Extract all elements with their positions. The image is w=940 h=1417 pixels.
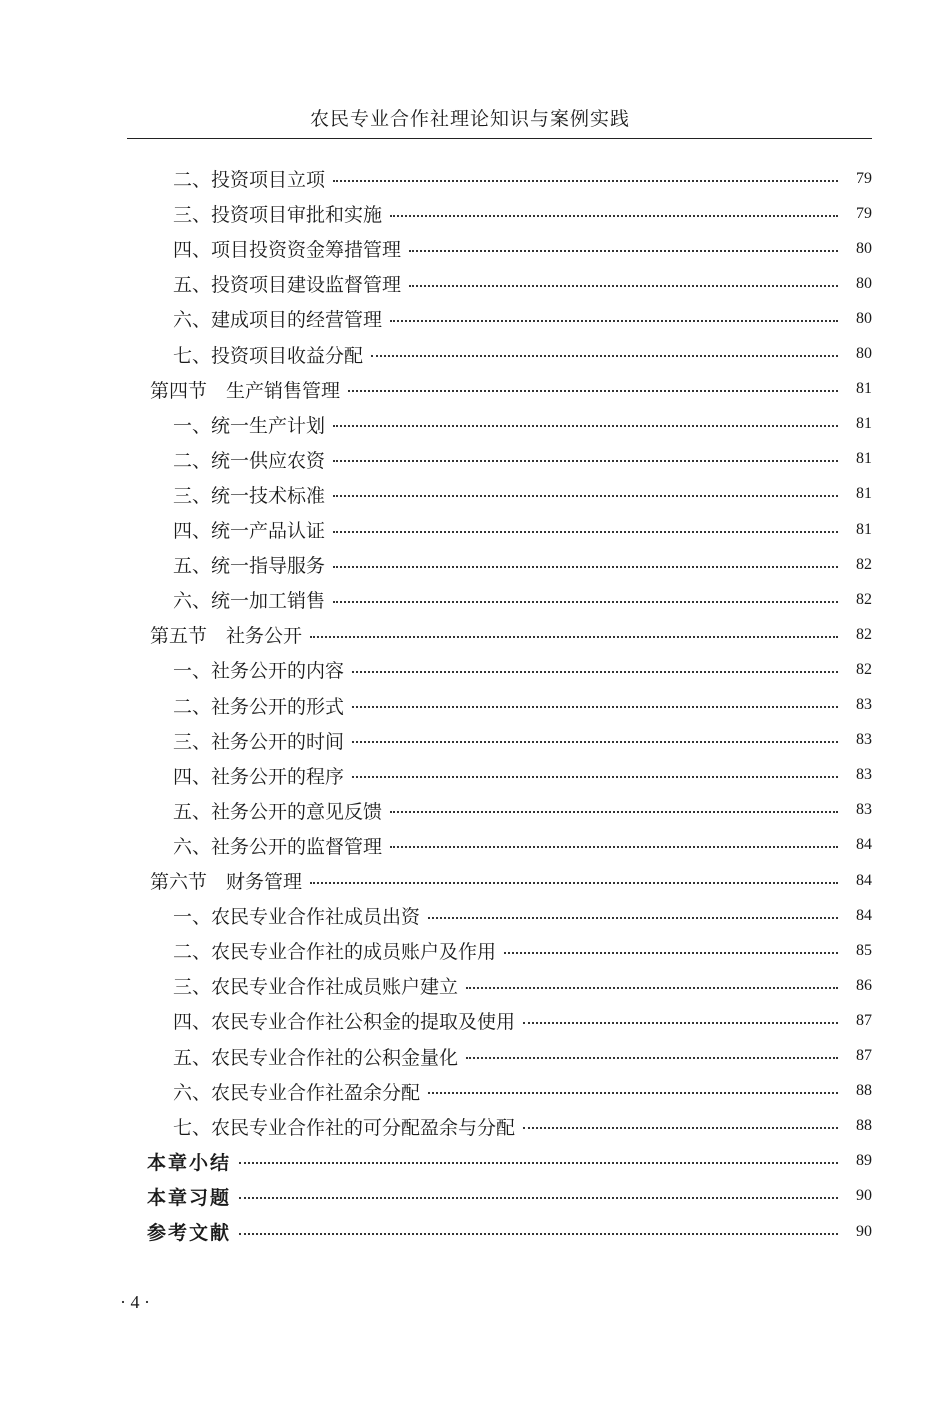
toc-entry-page: 80	[856, 309, 872, 327]
toc-dot-leader	[390, 846, 838, 848]
toc-entry-page: 82	[856, 625, 872, 643]
toc-entry	[173, 1074, 872, 1109]
toc-entry	[147, 1214, 872, 1249]
toc-dot-leader	[352, 671, 838, 673]
page-number: · 4 ·	[120, 1292, 150, 1312]
toc-entry	[173, 442, 872, 477]
toc-dot-leader	[352, 776, 838, 778]
toc-entry-page: 79	[856, 169, 872, 187]
toc-entry-label: 一、统一生产计划	[173, 414, 326, 437]
toc-entry-page: 84	[856, 836, 872, 854]
toc-dot-leader	[371, 355, 838, 357]
toc-entry-page: 87	[856, 1047, 872, 1064]
toc-entry-page: 83	[856, 696, 872, 713]
toc-entry	[173, 266, 872, 301]
toc-entry-page: 90	[856, 1187, 872, 1205]
toc-dot-leader	[239, 1162, 838, 1164]
toc-entry-label: 四、项目投资资金筹措管理	[173, 239, 402, 262]
toc-dot-leader	[310, 636, 838, 638]
toc-entry-label: 四、统一产品认证	[173, 520, 326, 542]
toc-entry-page: 87	[856, 1011, 872, 1029]
toc-dot-leader	[239, 1197, 838, 1199]
toc-entry	[147, 1144, 872, 1179]
toc-entry	[173, 793, 872, 828]
toc-dot-leader	[466, 1057, 838, 1059]
toc-entry-label: 七、农民专业合作社的可分配盈余与分配	[173, 1116, 516, 1139]
toc-dot-leader	[348, 390, 838, 392]
toc-entry-label: 三、社务公开的时间	[173, 730, 345, 753]
toc-entry-page: 81	[856, 520, 872, 538]
toc-dot-leader	[333, 566, 838, 568]
toc-entry-label: 一、农民专业合作社成员出资	[173, 906, 421, 929]
toc-entry-label: 三、农民专业合作社成员账户建立	[173, 976, 459, 999]
toc-entry-page: 84	[856, 871, 872, 889]
toc-entry-page: 82	[856, 660, 872, 678]
toc-dot-leader	[352, 741, 838, 743]
toc-entry	[173, 196, 872, 231]
toc-dot-leader	[428, 1092, 838, 1094]
toc-entry-label: 二、农民专业合作社的成员账户及作用	[173, 941, 497, 964]
toc-dot-leader	[390, 811, 838, 813]
toc-dot-leader	[333, 495, 838, 497]
toc-entry-page: 80	[856, 239, 872, 257]
toc-dot-leader	[523, 1022, 838, 1024]
toc-entry-page: 88	[856, 1117, 872, 1135]
toc-entry-label: 五、社务公开的意见反馈	[173, 800, 383, 823]
toc-entry-label: 六、建成项目的经营管理	[173, 309, 383, 332]
toc-dot-leader	[390, 215, 838, 217]
toc-dot-leader	[390, 320, 838, 322]
toc-entry-label: 六、农民专业合作社盈余分配	[173, 1081, 421, 1104]
toc-dot-leader	[352, 706, 838, 708]
toc-entry-page: 86	[856, 976, 872, 994]
toc-entry-label: 六、统一加工销售	[173, 590, 326, 613]
toc-entry-page: 80	[856, 345, 872, 362]
toc-entry	[173, 582, 872, 617]
toc-entry-page: 84	[856, 906, 872, 924]
header-rule	[127, 138, 872, 139]
toc-entry-page: 82	[856, 590, 872, 608]
toc-entry-label: 三、投资项目审批和实施	[173, 204, 383, 227]
toc-dot-leader	[428, 917, 838, 919]
toc-entry-label: 四、社务公开的程序	[173, 765, 345, 788]
toc-entry-label: 第五节 社务公开	[150, 625, 303, 648]
toc-dot-leader	[333, 425, 838, 427]
toc-entry-label: 一、社务公开的内容	[173, 660, 345, 683]
toc-entry	[173, 512, 872, 547]
toc-entry-label: 七、投资项目收益分配	[173, 344, 364, 367]
toc-entry-label: 六、社务公开的监督管理	[173, 835, 383, 858]
toc-entry-label: 五、统一指导服务	[173, 555, 326, 578]
toc-dot-leader	[409, 285, 838, 287]
toc-entry-label: 本章习题	[147, 1186, 232, 1209]
toc-entry-label: 四、农民专业合作社公积金的提取及使用	[173, 1011, 516, 1034]
toc-entry	[173, 898, 872, 933]
toc-dot-leader	[409, 250, 838, 252]
toc-entry-label: 二、社务公开的形式	[173, 695, 345, 718]
toc-entry-page: 88	[856, 1082, 872, 1100]
toc-entry-page: 81	[856, 485, 872, 503]
toc-entry-page: 83	[856, 766, 872, 784]
toc-entry	[173, 477, 872, 512]
running-header-title: 农民专业合作社理论知识与案例实践	[309, 108, 630, 130]
toc-entry	[173, 161, 872, 196]
toc-dot-leader	[333, 531, 838, 533]
toc-entry-page: 85	[856, 941, 872, 959]
toc-entry-page: 83	[856, 731, 872, 749]
toc-entry	[173, 407, 872, 442]
toc-entry-page: 81	[856, 450, 872, 468]
toc-entry-page: 80	[856, 274, 872, 292]
toc-entry	[173, 968, 872, 1003]
toc-entry	[147, 1179, 872, 1214]
toc-entry	[173, 1109, 872, 1144]
toc-entry	[173, 1003, 872, 1038]
toc-entry-page: 83	[856, 801, 872, 819]
toc-entry	[150, 863, 872, 898]
toc-entry-page: 81	[856, 380, 872, 398]
toc-entry-label: 参考文献	[147, 1222, 232, 1244]
toc-entry-page: 90	[856, 1222, 872, 1240]
toc-entry-page: 89	[856, 1152, 872, 1170]
toc-entry	[150, 372, 872, 407]
toc-entry-label: 本章小结	[147, 1151, 232, 1174]
toc-entry-page: 82	[856, 555, 872, 573]
toc-entry	[173, 1039, 872, 1074]
toc-entry	[173, 688, 872, 723]
toc-dot-leader	[333, 460, 838, 462]
toc-entry	[173, 231, 872, 266]
toc-entry-label: 第四节 生产销售管理	[150, 379, 341, 402]
toc-entry	[173, 723, 872, 758]
toc-dot-leader	[466, 987, 838, 989]
toc-entry	[173, 933, 872, 968]
toc-entry	[173, 652, 872, 687]
toc-entry	[173, 828, 872, 863]
toc-dot-leader	[523, 1127, 838, 1129]
toc-entry-page: 79	[856, 204, 872, 222]
toc-dot-leader	[333, 601, 838, 603]
toc-entry	[173, 301, 872, 336]
toc-entry-label: 二、统一供应农资	[173, 449, 326, 472]
toc-dot-leader	[239, 1233, 838, 1235]
toc-entry-page: 81	[856, 415, 872, 433]
toc-dot-leader	[504, 952, 838, 954]
toc-entry	[173, 337, 872, 372]
toc-entry-label: 三、统一技术标准	[173, 484, 326, 507]
toc-entry-label: 五、农民专业合作社的公积金量化	[173, 1046, 459, 1069]
toc-entry	[173, 758, 872, 793]
toc-entry-label: 二、投资项目立项	[173, 169, 326, 191]
toc-entry	[150, 617, 872, 652]
toc-dot-leader	[333, 180, 838, 182]
toc-entry-label: 五、投资项目建设监督管理	[173, 274, 402, 297]
toc-entry-label: 第六节 财务管理	[150, 871, 303, 893]
toc-entry	[173, 547, 872, 582]
toc-dot-leader	[310, 882, 838, 884]
